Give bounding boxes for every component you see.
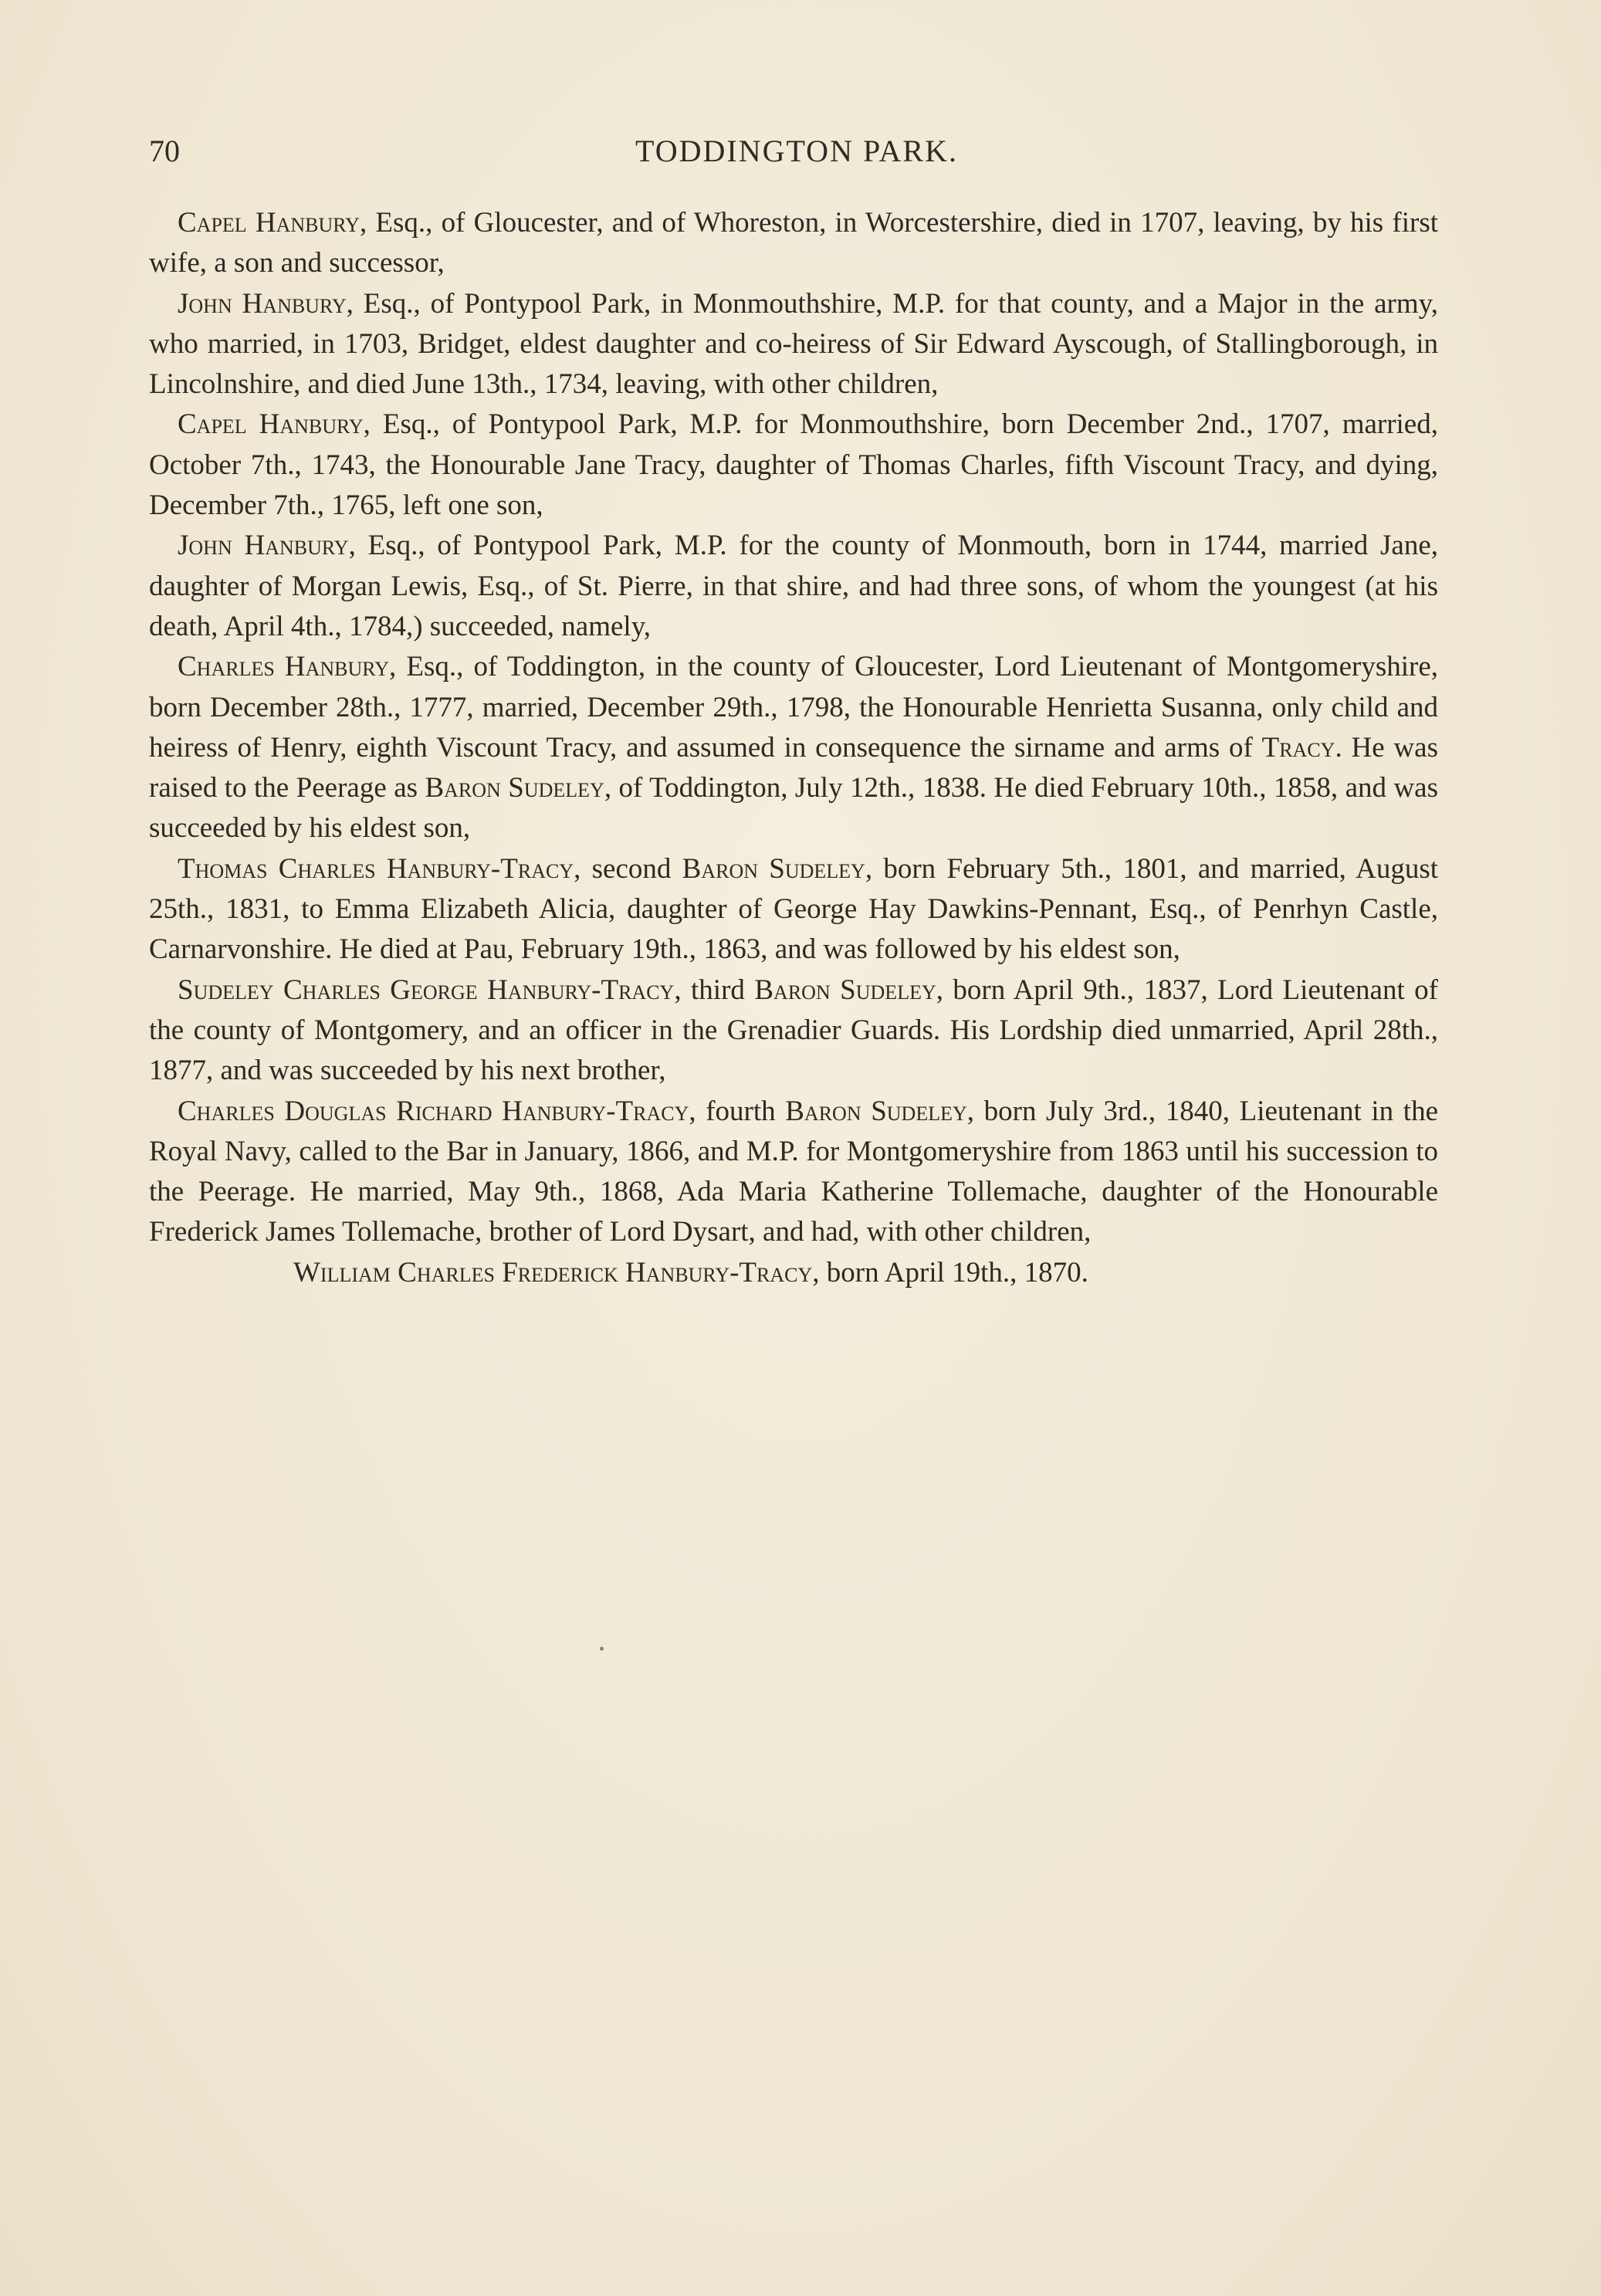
paragraph-william-charles-frederick [149,1253,1438,1293]
paragraph-text: , of Toddington, July 12th., 1838. He died February 10th., 1858, and was succeeded by his eldest son, [149,772,1439,845]
title-name: Baron Sudeley [682,852,865,885]
person-name: William Charles Frederick Hanbury-Tracy [293,1256,813,1289]
paragraph-text: . He was raised to the Peerage as [149,731,1439,804]
paragraph-text: , Esq., of Toddington, in the county of Gloucester, Lord Lieutenant of Montgomeryshire, born December 28th., 1777, married, December 29th., 1798, the Honourable Henrietta Susanna, only child and heiress of Henry, eighth Viscount Tracy, and assumed in consequence the sirname and arms of [149,651,1438,764]
title-name: Baron Sudeley [785,1095,967,1127]
page-number: 70 [149,134,180,168]
paragraph-capel-hanbury-2 [149,405,1438,526]
person-name: Sudeley Charles George Hanbury-Tracy [178,974,675,1006]
paragraph-sudeley-charles-george [149,970,1438,1092]
paragraph-text: , second [574,852,682,885]
paper-speck [600,1647,604,1651]
paragraph-charles-douglas-richard [149,1092,1438,1253]
paragraph-text: , fourth [689,1095,786,1127]
paragraph-text: , Esq., of Pontypool Park, M.P. for the county of Monmouth, born in 1744, married Jane, daughter of Morgan Lewis, Esq., of St. Pierre, in that shire, and had three sons, of whom the youngest (at his death, April 4th., 1784,) succeeded, namely, [149,530,1438,642]
paragraph-text: , born April 9th., 1837, Lord Lieutenant of the county of Montgomery, and an officer in the Grenadier Guards. His Lordship died unmarried, April 28th., 1877, and was succeeded by his next brother, [149,974,1439,1087]
paragraph-charles-hanbury [149,647,1438,848]
page-header [149,133,1444,179]
person-name: Charles Hanbury [178,651,389,683]
paragraph-thomas-charles-hanbury-tracy [149,849,1438,970]
paragraph-john-hanbury-1 [149,284,1438,405]
running-title: TODDINGTON PARK. [635,134,958,168]
title-name: Baron Sudeley [425,772,604,804]
body-text [149,203,1438,1293]
paragraph-text: , born July 3rd., 1840, Lieutenant in the Royal Navy, called to the Bar in January, 1866, and M.P. for Montgomeryshire from 1863 until his succession to the Peerage. He married, May 9th., 1868, Ada Maria Katherine Tollemache, daughter of the Honourable Frederick James Tollemache, brother of Lord Dysart, and had, with other children, [149,1095,1438,1248]
paragraph-capel-hanbury-1 [149,203,1438,284]
person-name: John Hanbury [178,530,349,562]
person-name: Thomas Charles Hanbury-Tracy [178,852,574,885]
title-name: Baron Sudeley [754,974,936,1006]
person-name: Capel Hanbury [178,408,364,441]
person-name: Capel Hanbury [178,207,360,239]
small-caps-term: Tracy [1261,731,1335,764]
paragraph-text: , born April 19th., 1870. [812,1256,1088,1289]
paragraph-text: , born February 5th., 1801, and married, August 25th., 1831, to Emma Elizabeth Alicia, daughter of George Hay Dawkins-Pennant, Esq., of Penrhyn Castle, Carnarvonshire. He died at Pau, February 19th., 1863, and was followed by his eldest son, [149,852,1438,966]
paragraph-text: , Esq., of Gloucester, and of Whoreston, in Worcestershire, died in 1707, leaving, by his first wife, a son and successor, [149,207,1438,279]
paragraph-john-hanbury-2 [149,526,1438,647]
paragraph-text: , third [674,974,755,1006]
person-name: Charles Douglas Richard Hanbury-Tracy [178,1095,689,1127]
paragraph-text: , Esq., of Pontypool Park, M.P. for Monmouthshire, born December 2nd., 1707, married, October 7th., 1743, the Honourable Jane Tracy, daughter of Thomas Charles, fifth Viscount Tracy, and dying, December 7th., 1765, left one son, [149,408,1438,522]
paragraph-text: , Esq., of Pontypool Park, in Monmouthshire, M.P. for that county, and a Major in the army, who married, in 1703, Bridget, eldest daughter and co-heiress of Sir Edward Ayscough, of Stallingborough, in Lincolnshire, and died June 13th., 1734, leaving, with other children, [149,287,1439,401]
person-name: John Hanbury [178,287,347,320]
